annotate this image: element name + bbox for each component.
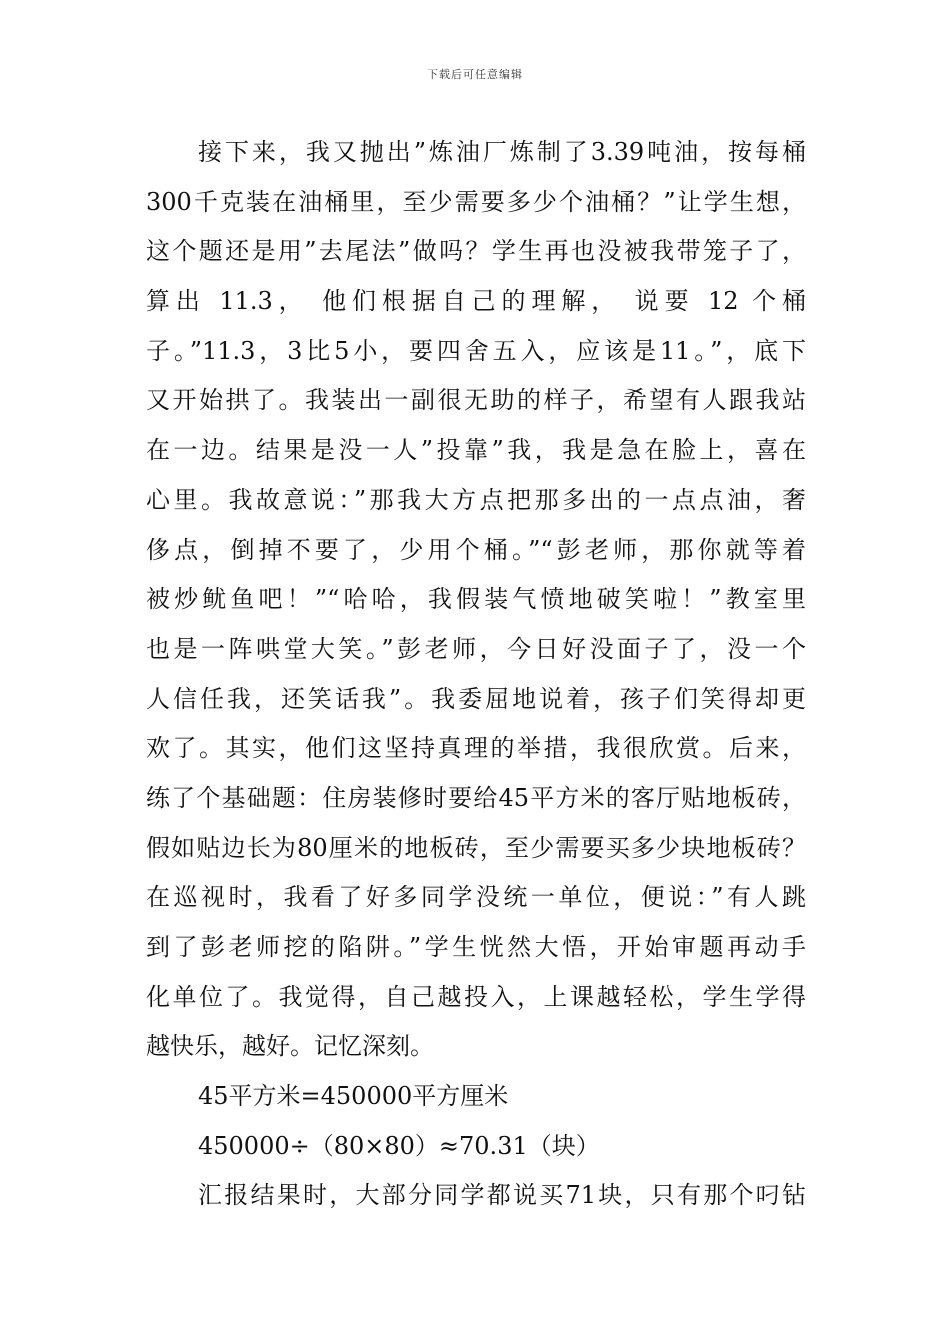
paragraph-line: 人信任我，还笑话我”。我委屈地说着，孩子们笑得却更 (146, 684, 806, 713)
paragraph-line: 侈点，倒掉不要了，少用个桶。”“彭老师，那你就等着 (146, 535, 806, 564)
equation-line: 45平方米=450000平方厘米 (198, 1082, 509, 1111)
paragraph-line: 心里。我故意说：”那我大方点把那多出的一点点油，奢 (146, 485, 806, 514)
paragraph-line: 在一边。结果是没一人”投靠”我，我是急在脸上，喜在 (146, 436, 806, 465)
paragraph-line: 又开始拱了。我装出一副很无助的样子，希望有人跟我站 (146, 386, 806, 415)
paragraph-line: 汇报结果时，大部分同学都说买71块，只有那个叼钻 (198, 1181, 806, 1210)
paragraph-line: 被炒鱿鱼吧！”“哈哈，我假装气愤地破笑啦！”教室里 (146, 585, 806, 614)
paragraph-line: 接下来，我又抛出”炼油厂炼制了3.39吨油，按每桶 (198, 138, 806, 166)
equation-line: 450000÷（80×80）≈70.31（块） (198, 1131, 600, 1160)
paragraph-line: 练了个基础题：住房装修时要给45平方米的客厅贴地板砖， (146, 783, 806, 812)
page-header: 下载后可任意编辑 (427, 68, 523, 81)
paragraph-line: 300千克装在油桶里，至少需要多少个油桶？”让学生想， (146, 187, 806, 216)
paragraph-line: 越快乐，越好。记忆深刻。 (146, 1032, 434, 1061)
body-text (146, 128, 806, 1221)
paragraph-line: 也是一阵哄堂大笑。”彭老师，今日好没面子了，没一个 (146, 634, 806, 663)
paragraph-line: 子。”11.3，3比5小，要四舍五入，应该是11。”，底下 (146, 336, 806, 365)
paragraph-line: 这个题还是用”去尾法”做吗？学生再也没被我带笼子了， (146, 237, 806, 266)
paragraph-line: 欢了。其实，他们这坚持真理的举措，我很欣赏。后来， (146, 734, 806, 763)
paragraph-line: 在巡视时，我看了好多同学没统一单位，便说：”有人跳 (146, 883, 806, 912)
paragraph-line: 化单位了。我觉得，自己越投入，上课越轻松，学生学得 (146, 982, 806, 1011)
paragraph-line: 算出 11.3， 他们根据自己的理解， 说要 12 个桶 (146, 287, 806, 316)
paragraph-line: 假如贴边长为80厘米的地板砖，至少需要买多少块地板砖？ (146, 833, 806, 862)
paragraph-line: 到了彭老师挖的陷阱。”学生恍然大悟，开始审题再动手 (146, 933, 806, 961)
